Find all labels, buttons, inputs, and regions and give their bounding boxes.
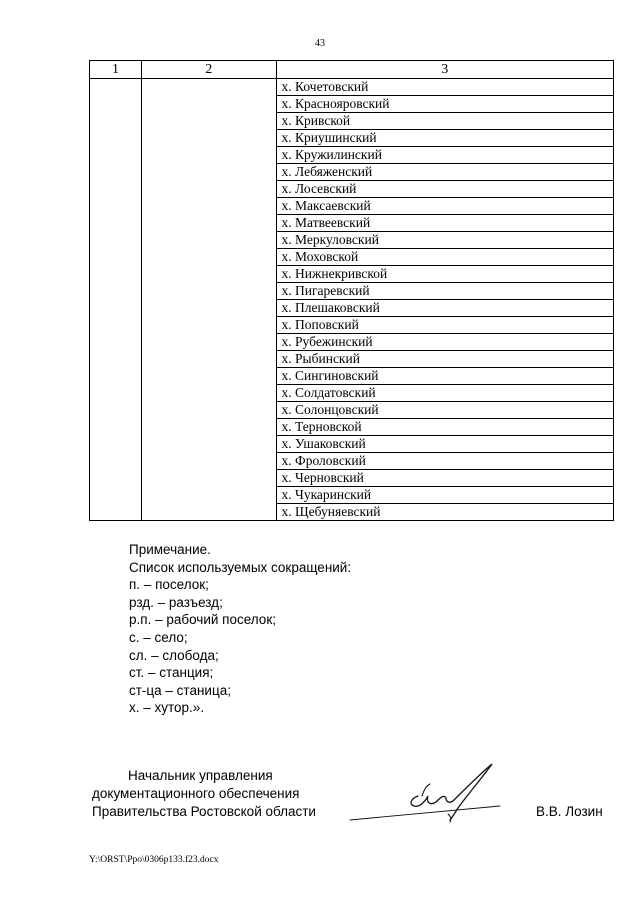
settlement-name: х. Рубежинский: [276, 334, 613, 351]
settlement-name: х. Щебуняевский: [276, 504, 613, 521]
note-item: р.п. – рабочий поселок;: [129, 612, 276, 628]
note-item: сл. – слобода;: [129, 647, 219, 663]
settlement-name: х. Плешаковский: [276, 300, 613, 317]
settlement-name: х. Терновской: [276, 419, 613, 436]
settlement-name: х. Рыбинский: [276, 351, 613, 368]
signatory-title-line-3: Правительства Ростовской области: [92, 804, 316, 819]
column-header-1: 1: [90, 61, 142, 79]
signatory-title-line-2: документационного обеспечения: [92, 786, 300, 801]
settlement-name: х. Фроловский: [276, 453, 613, 470]
column-header-3: 3: [276, 61, 613, 79]
table-body: [90, 79, 614, 521]
signatory-title-line-1: Начальник управления: [128, 768, 273, 783]
note-item: рзд. – разъезд;: [129, 594, 223, 610]
settlement-name: х. Чукаринский: [276, 487, 613, 504]
note-item: п. – поселок;: [129, 577, 209, 593]
settlement-name: х. Лебяженский: [276, 164, 613, 181]
note-item: с. – село;: [129, 629, 188, 645]
abbreviations-note: [129, 541, 351, 717]
settlement-name: х. Солонцовский: [276, 402, 613, 419]
settlement-name: х. Максаевский: [276, 198, 613, 215]
table-row: [90, 79, 614, 96]
settlement-name: х. Поповский: [276, 317, 613, 334]
note-title: Примечание.: [129, 542, 211, 557]
settlement-name: х. Пигаревский: [276, 283, 613, 300]
settlement-name: х. Нижнекривской: [276, 266, 613, 283]
note-intro: Список используемых сокращений:: [129, 559, 352, 575]
signatory-name: В.В. Лозин: [536, 804, 603, 819]
settlement-name: х. Матвеевский: [276, 215, 613, 232]
settlement-name: х. Кривской: [276, 113, 613, 130]
settlement-name: х. Кружилинский: [276, 147, 613, 164]
column-2-cell: [141, 79, 276, 521]
settlement-name: х. Солдатовский: [276, 385, 613, 402]
settlement-name: х. Меркуловский: [276, 232, 613, 249]
page-number: 43: [315, 38, 325, 49]
settlements-table: [89, 60, 614, 521]
handwritten-signature: [340, 760, 510, 830]
settlement-name: х. Ушаковский: [276, 436, 613, 453]
column-header-2: 2: [141, 61, 276, 79]
note-item: ст-ца – станица;: [129, 682, 231, 698]
settlement-name: х. Моховской: [276, 249, 613, 266]
settlement-name: х. Кочетовский: [276, 79, 613, 96]
table-header-row: [90, 61, 614, 79]
settlement-name: х. Черновский: [276, 470, 613, 487]
settlement-name: х. Криушинский: [276, 130, 613, 147]
note-item: х. – хутор.».: [129, 700, 205, 716]
column-1-cell: [90, 79, 142, 521]
settlement-name: х. Краснояровский: [276, 96, 613, 113]
settlement-name: х. Лосевский: [276, 181, 613, 198]
settlement-name: х. Сингиновский: [276, 368, 613, 385]
note-item: ст. – станция;: [129, 665, 214, 681]
file-path: Y:\ORST\Ppo\0306p133.f23.docx: [89, 855, 219, 865]
